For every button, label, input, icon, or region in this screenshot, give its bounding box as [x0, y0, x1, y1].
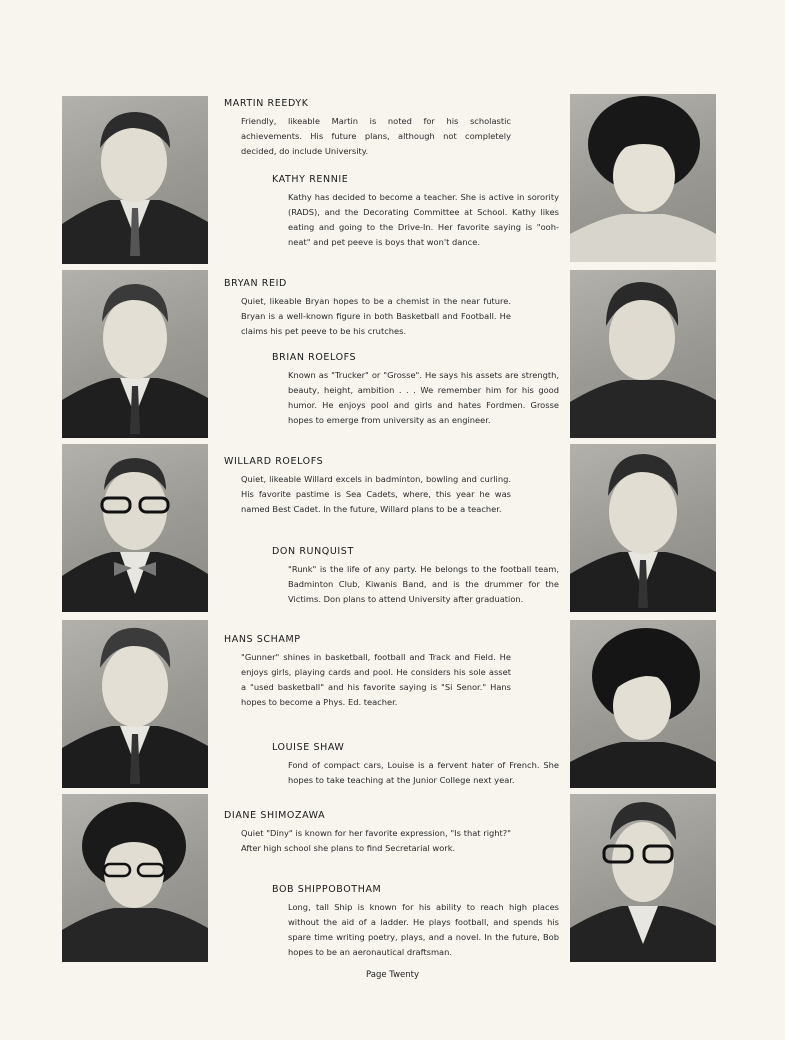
entry-bob-shippobotham: [272, 884, 559, 960]
portrait-willard-roelofs: [62, 444, 208, 612]
student-bio: Kathy has decided to become a teacher. She is active in sorority (RADS), and the Decorating Committee at School. Kathy likes eating and going to the Drive-In. Her favorite saying is "ooh-neat" and pet peeve is boys that won't dance.: [288, 192, 559, 247]
student-name: HANS SCHAMP: [224, 634, 301, 645]
entry-brian-roelofs: [272, 352, 559, 428]
portrait-hans-schamp: [62, 620, 208, 788]
student-name: BRIAN ROELOFS: [272, 352, 357, 363]
student-name: KATHY RENNIE: [272, 174, 349, 185]
student-name: DON RUNQUIST: [272, 546, 354, 557]
student-bio: Long, tall Ship is known for his ability to reach high places without the aid of a ladder. He plays football, and spends his spare time writing poetry, plays, and a novel. In the future, Bob hopes to be an aeronautical draftsman.: [288, 902, 559, 957]
student-bio: "Runk" is the life of any party. He belongs to the football team, Badminton Club, Kiwanis Band, and is the drummer for the Victims. Don plans to attend University after graduation.: [288, 564, 559, 604]
portrait-don-runquist: [570, 444, 716, 612]
entry-louise-shaw: [272, 742, 559, 788]
student-bio: Fond of compact cars, Louise is a fervent hater of French. She hopes to take teaching at the Junior College next year.: [288, 760, 559, 785]
entry-bryan-reid: [224, 278, 511, 339]
student-bio: Quiet, likeable Willard excels in badminton, bowling and curling. His favorite pastime is Sea Cadets, where, this year he was named Best Cadet. In the future, Willard plans to be a teacher.: [241, 474, 511, 514]
entry-willard-roelofs: [224, 456, 511, 517]
portrait-martin-reedyk: [62, 96, 208, 264]
portrait-bob-shippobotham: [570, 794, 716, 962]
entry-don-runquist: [272, 546, 559, 607]
entry-kathy-rennie: [272, 174, 559, 250]
student-name: BRYAN REID: [224, 278, 287, 289]
student-bio: Known as "Trucker" or "Grosse". He says his assets are strength, beauty, height, ambition . . . We remember him for his good humor. He enjoys pool and girls and hates Fordmen. Grosse hopes to emerge from university as an engineer.: [288, 370, 559, 425]
student-name: MARTIN REEDYK: [224, 98, 309, 109]
student-name: DIANE SHIMOZAWA: [224, 810, 326, 821]
entry-hans-schamp: [224, 634, 511, 710]
student-bio: Friendly, likeable Martin is noted for his scholastic achievements. His future plans, although not completely decided, do include University.: [241, 116, 511, 156]
portrait-diane-shimozawa: [62, 794, 208, 962]
student-name: BOB SHIPPOBOTHAM: [272, 884, 382, 895]
student-name: LOUISE SHAW: [272, 742, 345, 753]
page-number: Page Twenty: [366, 970, 419, 980]
entry-diane-shimozawa: [224, 810, 511, 856]
entry-martin-reedyk: [224, 98, 511, 159]
student-bio: Quiet, likeable Bryan hopes to be a chemist in the near future. Bryan is a well-known figure in both Basketball and Football. He claims his pet peeve to be his crutches.: [241, 296, 511, 336]
student-bio: "Gunner" shines in basketball, football and Track and Field. He enjoys girls, playing cards and pool. He considers his sole asset a "used basketball" and his favorite saying is "Si Senor." Hans hopes to become a Phys. Ed. teacher.: [241, 652, 511, 707]
portrait-louise-shaw: [570, 620, 716, 788]
portrait-brian-roelofs: [570, 270, 716, 438]
student-bio: Quiet "Diny" is known for her favorite expression, "Is that right?" After high school she plans to find Secretarial work.: [241, 828, 511, 853]
portrait-bryan-reid: [62, 270, 208, 438]
student-name: WILLARD ROELOFS: [224, 456, 324, 467]
portrait-kathy-rennie: [570, 94, 716, 262]
